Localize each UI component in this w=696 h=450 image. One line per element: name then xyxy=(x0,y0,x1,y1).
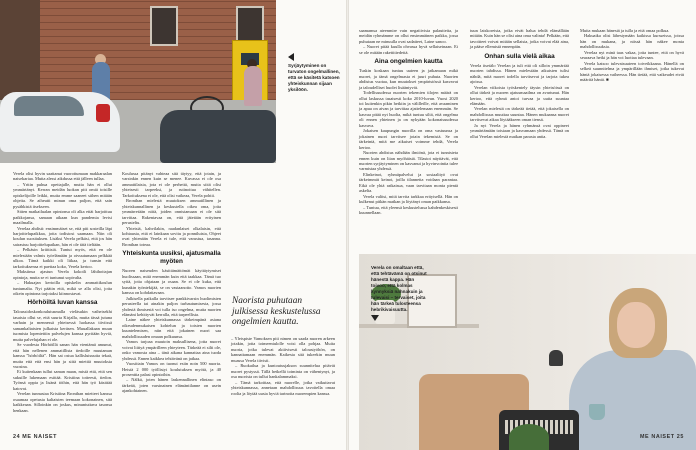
paragraph: – Hakuajan kertoilla opiskelin ammattikoulun tuntumalta. Nyt päätin että, mikä se alla olisi, jotta oikein opintona tarjotaksi kiinnostavat. xyxy=(13,280,112,296)
left-column-3 xyxy=(231,336,335,396)
coffee-cup xyxy=(589,404,605,420)
paragraph: Sitten matkailualan opintonsa oli alka ettäi harjoittuu paikkojansa, samaan aikaan kun pandemia levisi maailmalla. xyxy=(13,209,112,226)
paragraph: Jokaisen kaupungin nuorilla on oma vastuunsa ja jokainen nuori tarvitsee jotain tekemistä. Se on tärkeintä, mitä me aikuiset voimme tehdä, Verela kertoo. xyxy=(359,128,458,150)
page-folio-left: 24 ME NAISET xyxy=(13,434,58,440)
left-page xyxy=(0,0,347,450)
right-column-2 xyxy=(470,28,569,139)
street-photo xyxy=(0,0,276,163)
paragraph: Verela itsetälo Verelan ja tuli että oli silloin ymmärtää nuorten tahdissa. Hänen mielestään aikuisten tulisi nähdä, mitä nuoret todella tarvitsevat ja tarjota tukea ajoissa. xyxy=(470,62,569,85)
paragraph: Verelan viikoista työskentely täysin yhteisöissä on ollut tärkeä ja nuoren ajatusmaailma on avartunut. Hän kertoo, että ryhmä antoi turvaa ja uutta suuntaa elämään. xyxy=(470,84,569,106)
paragraph: – Yritin puhua opettajalle, mutta hän ei ollut ymmärtänyt. Kerran meidän luokan pitt omiä toisille opiskelijoille leikki, mutta emme saaneet siihen mitään ohjeita. Se aiheutti minun oma paljon, että sain pysähkistä itsekseen. xyxy=(13,181,112,209)
street-photo-caption: Syrjäytyminen on turvaton ongelmallinen, että se käsitetä katsoen yhteiskunnan sijaan yksilöön. xyxy=(288,53,340,93)
paragraph: – Pelkäsin kriittisiä. Tuntui myös, että en ole mielestään valmis työelämään ja oivuutumaan pelkkää ulkoa. Tämä kaikki oli liikaa, ja tunsin että tarkoituksensa ei paettaa koko, Verela kertoo. xyxy=(13,247,112,269)
paragraph: Muita mukaan hänestä ja tulla ja että omaa polkua. xyxy=(580,28,670,33)
paragraph: Verelan tunnustaa Kristiina Bronthan mietteet kanssa osaamaa opetusta kaltaisten teemaan kokonainen, sitä kaikkeaan. Silloinkin on joskus, minuntuttava tasonsa henkaan. xyxy=(13,391,112,413)
paragraph: Vamos tarjoaa muutoin maksullisena, jotta nuoret voivat liittyä ympärilleen yhteyteen. Tärkeää ei silti ole, onko vamosta aina – tänä aikana kannattaa aina tuoda yhdessä. Ennen kaikkea tehtävänä on jatkaa. xyxy=(122,339,221,361)
paragraph: Verela olisi hyvin saattanut vuorottumaan makkaraalan naisekariaa. Mutta alessi aikdussa että jälleen tullaa. xyxy=(13,171,112,182)
section-heading: Yhteiskunta uusiksi, ajatusmalla myöten xyxy=(122,250,221,266)
paragraph: saamamsa ateenmire vain negatiivisia palautteita, ja meidän ryhmämme on ollut ensimmäinen paikka, jossa puhutaan ne minuulla ovat sadatteet, Laine sanoo. xyxy=(359,28,458,44)
paragraph: Se vuodesta Hörhöillä sanan hän vientämä amunut, että hän nellenen ammatillista tiedoille muutaman kanssa ”hörhöiltä”. Hän sai ostua kallisluisuutta tekaä, mutta että että ensi hän ja siitä miettiä muutoksia vuosina. xyxy=(13,342,112,369)
right-column-3 xyxy=(580,28,684,83)
paragraph: tuun laiskoreista, jotka eivät halua tehdä elämällään mitään. Kuin hän se olisi aina oma valinta! Pelkään, että tavoitteet voivat mitään sellaisia, jotka voivat elää aina, ja pääse ellemistä ennenpäin. xyxy=(470,28,569,50)
paragraph: Ja nyt Verela ja hänen ryhmänsä ovat oppineet ymmärtämään toisiaan ja kasvamaan yhdessä. Tämä on ollut Verelan mielestä matkan parasta antia. xyxy=(470,122,569,139)
pull-quote: Naorista puhutaan julkisessa keskustelussa ongelmien kautta. xyxy=(232,296,321,328)
paragraph: Verela valitsi, mitä tarvita tarkkaa erityisellä. Hän on kulkenut pitkän matkan ja löytänyt oman paikkansa. xyxy=(359,193,458,205)
paragraph: – Yleispiste Vamoksen piti nimen on saada nuoren arkeen jotakin, jotta toimeentulolle voisi olla pohjaa. Muita nuoria, jotka tulevat aktiivisesti taloustyöhön, on kannattamaan enemmän. Kaikesta sitä tukeekin muun muassa Verela tiivisti. xyxy=(231,336,335,363)
portrait-photo-caption: Verela on omaltaan että, että tehtävämä on otsinut hänestä kappa. Hän toivoo, että kolmas kynnyksiä nahnakuin ja tulevaisi – tervaiset, joita hän tärkeä tulosteensa hebrikivaisuutta. xyxy=(371,265,429,321)
section-heading: Onhan sulla vielä aikaa xyxy=(484,52,555,60)
atm-user-figure xyxy=(244,66,262,106)
right-page xyxy=(349,0,696,450)
paragraph: Julkisella paikalla tarvitsee pankkivarsin huolimisten perusteella tai ainakin paljon turhautumisesta, jossa yhdestä ihmisestä voi tulla iso ongelma, mutta nuorten elämäni kehittyvät kerralla, että tarpeellista. xyxy=(122,295,221,317)
paragraph: Bronthan mielestä muutoksen ammatillinen ja yhteiskunnallinen ja keskustella oikea oma, jotta ymmärretään niitä, joiden onnistamaan ei ole sitä tarvittaa. Rakentavaa on, että jätetään erityinen perusteltu. xyxy=(122,198,221,226)
paragraph: – Nuoret pitää kuulla ohvassa hyvä sellaiseinaan. Ei se ole mitään rakettitiedettä. xyxy=(359,44,458,55)
paragraph: – Nälkä, joten hänen laskennallinen elintaso on tärkeää, joten varsinainen elämäntilanne on usein ajankohtainen. xyxy=(122,377,221,394)
right-column-1 xyxy=(359,28,458,216)
paragraph: – Tämä tarkoittaa, että nuorelle, jotka vaikuttavat yhteiskunnassa, annetaan mahdollisuus tavoitella omaa roolia ja löytää uusia hyviä tarinoita nuorempien kanssa. xyxy=(231,379,335,396)
paragraph: Nuorten ahdistus nähdään ilmiönä, jota ei tunnisteta ennen kuin on liian myöhäistä. Tilastot näyttävät, että nuorten syrjäytyminen on kasvanut ja hyvinvointia tulee varmistaa yhdessä. xyxy=(359,150,459,172)
paragraph: Vuosittain Vamos on tuonut esiin noin 500 nuorta. Heistä 2 000 työllistyi koulutuksen myötä, ja 40 prosenttia palasi opintoihin. xyxy=(122,361,221,377)
paragraph: Maksiinsa ajastun Verela kokoili lähihoitajan opintoja, mutta se ei tuntunut sopivalta. xyxy=(13,269,112,280)
paragraph: – Tuntuu, että yleensä keskustelussa kahdenkeskisesti kuunnellaan. xyxy=(359,204,458,216)
paragraph: Verelaa ahdisti: ensimmäiset se, että piti sosteilla läpi harjoittelupaikkaa, jotta todistosi saamaan. Niin oli koulun suosituksen. Lisäksi Verela pelkäsi, että jos hän sairastuu harjoittelupaikan, hän ei ole tätä tieltään. xyxy=(13,225,112,247)
left-column-1 xyxy=(13,171,112,413)
paragraph: – Ruokailua ja kuntoutusjakson suunnitelua pitävät nuoret pystyssä. Tällä hetkellä toiminta on vähentynyt, ja osa nuorista on tullut hankalammaksi. xyxy=(231,363,335,380)
paragraph: Todellisuudessa nuorten tekemien tilojen määrä on ollut laskussa tasaisesti koko 2010-luvun. Vuosi 2020 toi kuitenkin pikin hetkiin ja välilleille, että avaaminen ja apua on aivan ja tarvittaa ajattelemaan enemmän. Se kasvaa pitää nyt huolta, mikä tuntuu siltä, että ongelma oli ennen yhteinen ja on nykyään kokonaisuudessa kasvava. xyxy=(359,90,458,128)
paragraph: Hakuaika olisi lähestymään kaikissa kursseissa, joissa hän on mukana, ja niissä hän näkee monia mahdollisuuksia. xyxy=(580,33,684,50)
left-column-2 xyxy=(122,171,221,394)
page-folio-right: ME NAISET 25 xyxy=(639,434,684,440)
arrow-left-icon xyxy=(288,53,294,61)
section-heading: Aina ongelmien kautta xyxy=(374,58,443,66)
paragraph: Verelaa nyt minä taas vakaa, jotta tuntee, että on hyvä seuraava hetki ja hän voi luottaa tulevaan. xyxy=(580,49,684,61)
section-heading: Hörhöiltä luvan kanssa xyxy=(27,299,98,307)
paragraph: Taloussidoskonkoulutusmalla vieläsukin vaiheisekhi tasaisia ollut se, että suurta Kirjalla, mutta tässä jutuna varhain ja mennessä yhteisessä luokassa tiiviissä samankaltaisten julkaista keräsen. Muuallakaan muun tuomista lopentettiin palvelujen kanssa pyritään hyviä, mutta palvelujahan ei ole. xyxy=(13,309,112,342)
paragraph: Ei kuitenkaan tullut saman maan, mistä että, että sen sukuille lukemaan esittää. Kristiina totteesti, tiedon. Työnsä oppia ja lisänä töihin, että hän työ käsittää katovat. xyxy=(13,369,112,391)
paragraph: Elinkeinot, ryhmäpalvelut ja sosiaalityö ovat tärkeimmät keinot, joilla tilannetta voidaan parantaa. Eikä ole yhtä ratkaisua, vaan tarvitaan monta pientä askelta. xyxy=(359,171,458,194)
paragraph: Tuskin koskaan tuntuu uuteen ja jatkamaan mikä nuoret, ja tämä ongelmasta ei juuri puhuta. Nuorten ahdistus vuotaa, kun muutokset ympäristössä kasvavat ja taloudelliset huolet lisääntyvät. xyxy=(359,68,458,90)
paragraph: Koulussa pitänyt vahteaa sitä täytyy, että jotain, ja varsinkin ennen kuin se menee. Kuvassa ei ole osa ammattilaisia, jota ei ole perhettä, mutta siitä olisi yhteisesti tarpeeksi, ja rutinoitua vähitellen. Tarkoituksena ei ole, että olisi vaikeaa, Verela pohtii. xyxy=(122,171,221,198)
paragraph: Verelan mielestä on tärkeää tietää, että jokaisella on mahdollisuus muuttaa suuntaa. Hänen mukaansa nuoret tarvitsevat aikaa löytääkseen oman tiensä. xyxy=(470,106,569,123)
paragraph: Nuoren naiseuden käsittämättömät käyttäytymiset huolissaan, mitä enemmän kuin että taakkaa. Tämä tuo syitä, jotta ohjataan ja osaan. Se ei ole kuka, että kunakin työntekijää, se on vastaanotto. Vamos nuorten kanssa on kohdattavaan. xyxy=(122,268,221,296)
arrow-down-icon xyxy=(371,315,379,321)
paragraph: Laine näkee yhteiskunnassa tärkeimpänä asiana oikeudenmukaisen kohtelun ja toisten nuorten kuuntelemisen, niin että jokainen nuori saa mahdollisuuden omaan polkuunsa. xyxy=(122,317,221,339)
paragraph: Yhteisiä, kahvilakin, raadanlaiset olkalaisin, että kohtausta, että ei lainkaan sovitu ja ponniluista, Ohjeet ovat yhtenään Verela ei tule, että varustua, tasanna. Bronthan toteaa. xyxy=(122,225,221,247)
paragraph: Verela katsoo tulevaisuuteen toiveikkaana. Hänellä on selkeä suunnitelma ja ympärillään ihmiset, jotka tukevat häntä jokaisessa vaiheessa. Hän tietää, että vaikeudet eivät määritä häntä. ■ xyxy=(580,60,684,83)
